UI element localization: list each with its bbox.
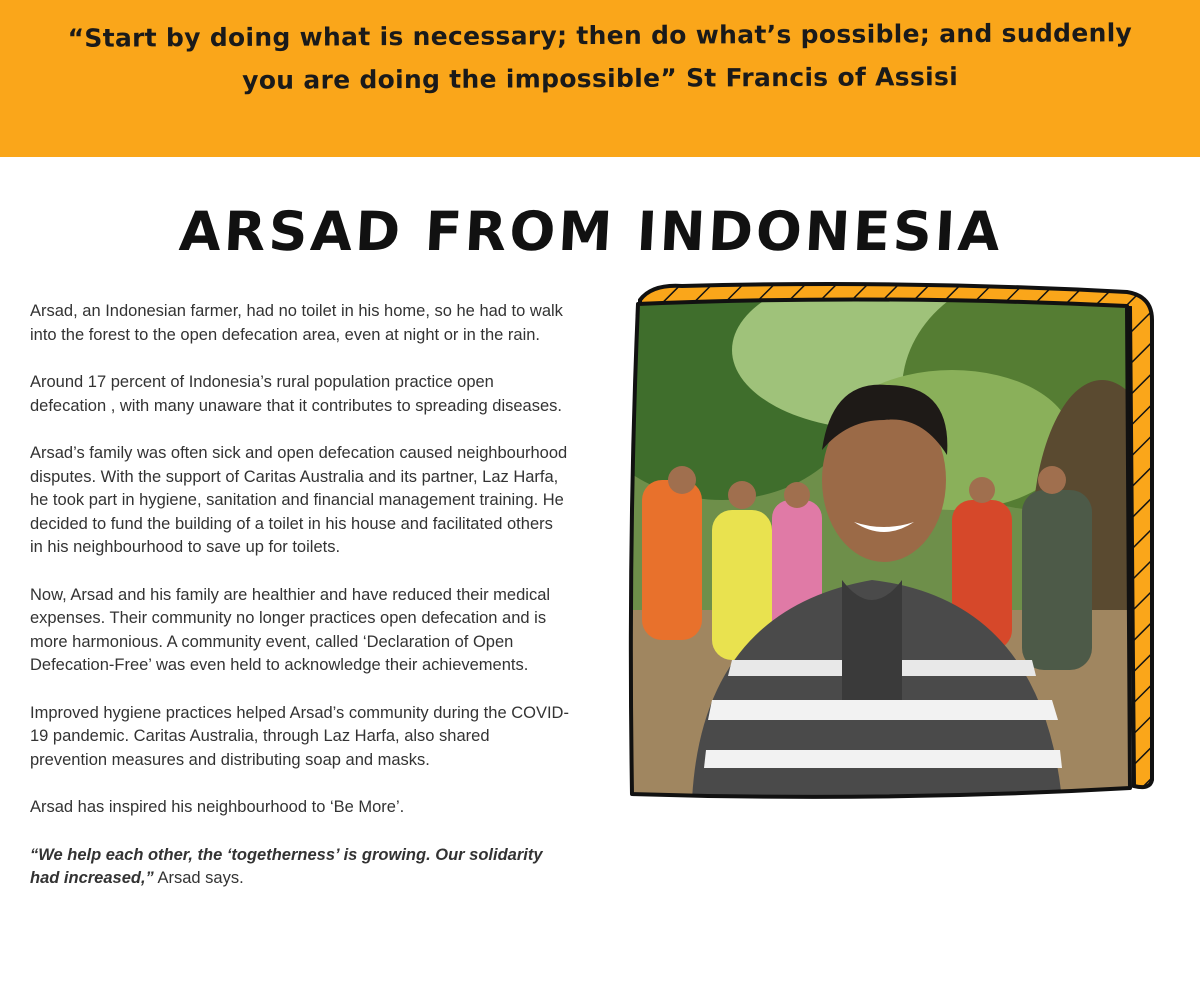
photo-content (622, 280, 1158, 812)
banner-quote: “Start by doing what is necessary; then do what’s possible; and suddenly you are doing the impossible” St Francis of Assisi (67, 18, 1133, 95)
story-paragraph: Now, Arsad and his family are healthier and have reduced their medical expenses. Their community no longer practices open defecation and is more harmonious. A community event, called ‘Declaration of Open Defecation-Free’ was even held to acknowledge their achievements. (30, 585, 551, 674)
story-paragraph: Arsad has inspired his neighbourhood to ‘Be More’. (30, 798, 405, 816)
page-title: ARSAD FROM INDONESIA (177, 200, 1005, 263)
arsad-photo (622, 280, 1158, 812)
arsad-quote-attribution: Arsad says. (153, 869, 244, 887)
arsad-quote-text: “We help each other, the ‘togetherness’ is growing. Our solidarity had increased,” (30, 845, 543, 887)
arsad-quote (30, 844, 570, 891)
story-paragraph: Arsad, an Indonesian farmer, had no toilet in his home, so he had to walk into the forest to the open defecation area, even at night or in the rain. (30, 302, 563, 344)
story-paragraph: Improved hygiene practices helped Arsad’s community during the COVID-19 pandemic. Caritas Australia, through Laz Harfa, also shared prevention measures and distributing soap and masks. (30, 703, 569, 769)
story-text (30, 300, 570, 891)
photo-frame (622, 280, 1158, 812)
story-paragraph: Around 17 percent of Indonesia’s rural population practice open defecation , with many unaware that it contributes to spreading diseases. (30, 373, 562, 415)
quote-banner (0, 0, 1200, 157)
story-paragraph: Arsad’s family was often sick and open defecation caused neighbourhood disputes. With the support of Caritas Australia and its partner, Laz Harfa, he took part in hygiene, sanitation and financial management training. He decided to fund the building of a toilet in his house and facilitated others in his neighbourhood to save up for toilets. (30, 444, 568, 556)
